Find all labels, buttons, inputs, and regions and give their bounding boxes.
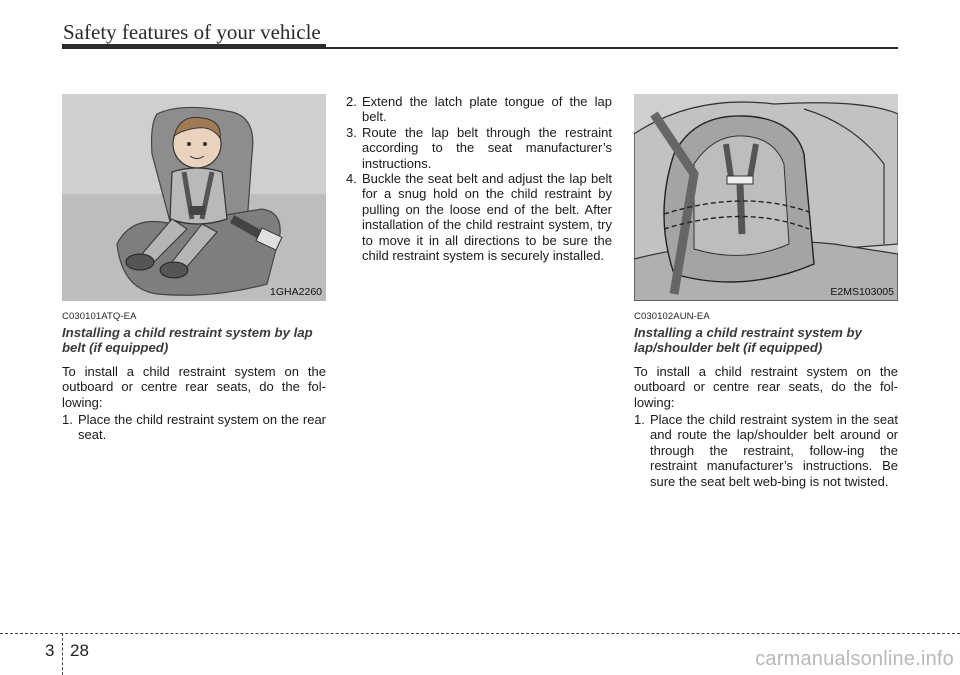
figure-child-seat-rear [634,94,898,301]
step-number: 3. [346,124,357,140]
list-item [346,94,612,125]
header-rule-dark [62,44,326,49]
step-number: 1. [62,412,73,427]
section-code: C030102AUN-EA [634,311,710,322]
figure-child-booster-seat [62,94,326,301]
list-item [346,171,612,263]
child-seat-in-rear-seat-illustration [634,94,898,301]
page-header-title: Safety features of your vehicle [63,20,321,44]
list-item [62,412,326,443]
figure-code: E2MS103005 [830,286,894,298]
intro-paragraph: To install a child restraint system on the outboard or centre rear seats, do the fol-lowing: [634,364,898,410]
list-item [634,412,898,489]
step-text: Extend the latch plate tongue of the lap belt. [362,94,612,125]
footer-divider [0,633,960,634]
step-number: 4. [346,171,357,187]
step-text: Buckle the seat belt and adjust the lap belt for a snug hold on the child restraint by pulling on the loose end of the belt. After installation of the child restraint system, try to move it in all directions to be sure the child restraint system is securely installed. [362,171,612,264]
figure-code: 1GHA2260 [270,286,322,298]
step-list [62,412,326,443]
intro-paragraph: To install a child restraint system on the outboard or centre rear seats, do the fol-lowing: [62,364,326,410]
step-list [634,412,898,489]
step-text: Route the lap belt through the restraint according to the seat manufacturer’s instructions. [362,124,612,171]
section-code: C030101ATQ-EA [62,311,137,322]
section-heading: Installing a child restraint system by lap/shoulder belt (if equipped) [634,325,862,355]
page-number: 28 [70,641,89,660]
step-text: Place the child restraint system in the seat and route the lap/shoulder belt around or through the restraint, follow-ing the restraint manufacturer’s instructions. Be sure the seat belt web-bing is not twisted. [650,412,898,489]
step-list [346,94,612,263]
chapter-number: 3 [45,641,55,660]
list-item [346,125,612,171]
step-number: 2. [346,94,357,109]
child-booster-seat-illustration [62,94,326,301]
footer-vertical-divider [62,633,63,675]
section-heading: Installing a child restraint system by lap belt (if equipped) [62,325,313,355]
header-rule [326,47,898,49]
watermark: carmanualsonline.info [755,648,954,670]
step-number: 1. [634,412,645,427]
step-text: Place the child restraint system on the rear seat. [78,412,326,443]
